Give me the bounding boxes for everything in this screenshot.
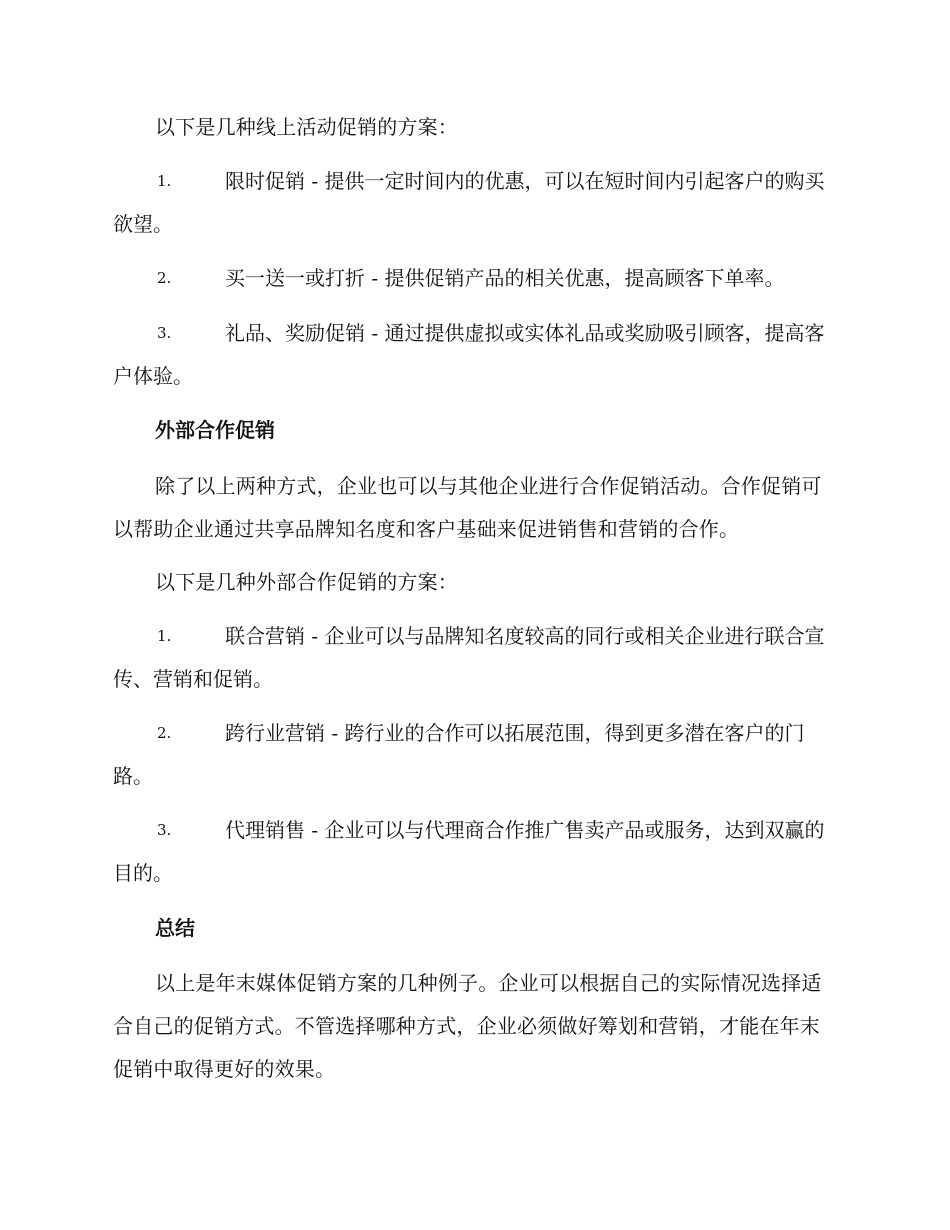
summary-body-paragraph: 以上是年末媒体促销方案的几种例子。企业可以根据自己的实际情况选择适合自己的促销方式。不管选择哪种方式，企业必须做好筹划和营销，才能在年末促销中取得更好的效果。 (113, 971, 822, 1081)
list-text: 买一送一或打折 - 提供促销产品的相关优惠，提高顾客下单率。 (225, 266, 785, 290)
external-list-item-3 (113, 809, 833, 895)
list-number: 3. (157, 324, 172, 342)
section-heading-summary: 总结 (155, 916, 195, 940)
list-text: 礼品、奖励促销 - 通过提供虚拟或实体礼品或奖励吸引顾客，提高客户体验。 (113, 321, 825, 388)
list-number: 1. (157, 172, 172, 190)
section-heading-external: 外部合作促销 (155, 418, 275, 442)
list-number: 1. (157, 627, 172, 645)
online-list-item-3 (113, 312, 833, 398)
list-text: 跨行业营销 - 跨行业的合作可以拓展范围，得到更多潜在客户的门路。 (113, 721, 805, 788)
list-text: 联合营销 - 企业可以与品牌知名度较高的同行或相关企业进行联合宣传、营销和促销。 (113, 624, 825, 691)
list-number: 2. (157, 269, 172, 287)
online-list-item-2 (113, 257, 833, 300)
external-list-item-1 (113, 615, 833, 701)
list-number: 2. (157, 724, 172, 742)
online-list-item-1 (113, 160, 833, 246)
external-body-paragraph: 除了以上两种方式，企业也可以与其他企业进行合作促销活动。合作促销可以帮助企业通过共享品牌知名度和客户基础来促进销售和营销的合作。 (113, 474, 822, 541)
external-intro-paragraph: 以下是几种外部合作促销的方案： (155, 570, 458, 594)
external-list-item-2 (113, 712, 833, 798)
online-intro-paragraph: 以下是几种线上活动促销的方案： (155, 115, 458, 139)
list-text: 代理销售 - 企业可以与代理商合作推广售卖产品或服务，达到双赢的目的。 (113, 818, 825, 885)
list-number: 3. (157, 821, 172, 839)
list-text: 限时促销 - 提供一定时间内的优惠，可以在短时间内引起客户的购买欲望。 (113, 169, 825, 236)
